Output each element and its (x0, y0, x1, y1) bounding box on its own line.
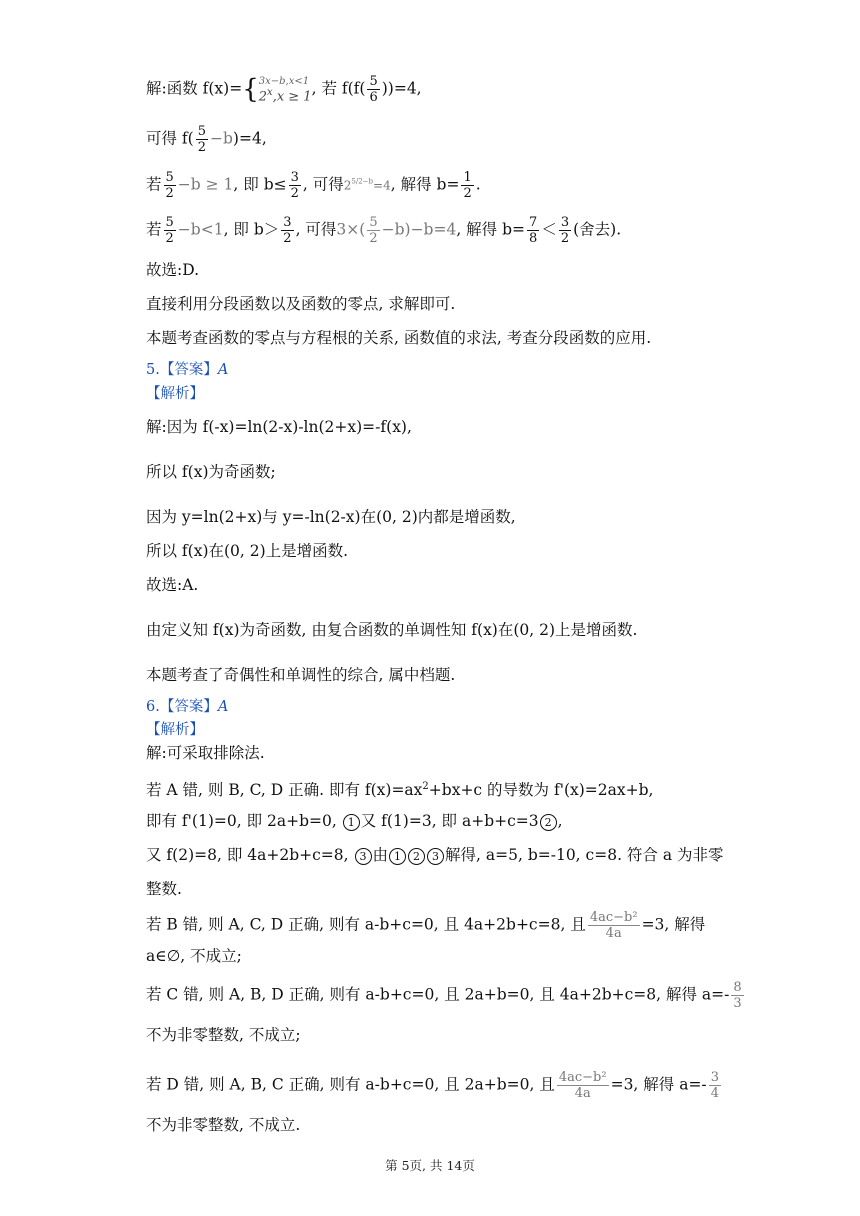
fraction: $\frac{7}{8}$ (529, 215, 538, 246)
text: 若 D 错, 则 A, B, C 正确, 则有 a-b+c=0, 且 2a+b=0, 且 (146, 1075, 555, 1094)
fraction: $\frac{5}{2}$ (165, 170, 174, 201)
text: +bx+c 的导数为 f'(x)=2ax+b, (428, 781, 654, 800)
q5-comment: 本题考查了奇偶性和单调性的综合, 属中档题. (146, 666, 456, 684)
text: 若 (146, 175, 162, 194)
text: )=4, (232, 129, 267, 148)
q5-line-1: 解:因为 f(-x)=ln(2-x)-ln(2+x)=-f(x), (146, 418, 412, 436)
fraction: $\frac{1}{2}$ (463, 170, 472, 201)
q5-analysis: 由定义知 f(x)为奇函数, 由复合函数的单调性知 f(x)在(0, 2)上是增函数. (146, 621, 638, 639)
math-gray: −b ≥ 1 (177, 175, 234, 194)
piece-exp: x (267, 87, 273, 99)
text: (舍去). (573, 220, 622, 239)
fraction: $\frac{3}{2}$ (560, 215, 570, 246)
circled-number: 3 (427, 848, 444, 865)
q6-line-9: 不为非零整数, 不成立; (146, 1026, 301, 1044)
page-footer: 第 5页, 共 14页 (385, 1158, 475, 1173)
text: , 即 b≤ (233, 175, 287, 194)
answer-value: A (217, 362, 229, 378)
text: 又 f(2)=8, 即 4a+2b+c=8, (146, 846, 354, 864)
math-gray: −b<1 (177, 220, 224, 239)
q6-line-5: 整数. (146, 880, 182, 898)
fraction: $\frac{\text{4ac−b²}}{4a}$ (589, 910, 638, 941)
text: , 若 f(f( (311, 79, 366, 98)
circled-number: 3 (355, 848, 372, 865)
q4-line-3 (146, 170, 481, 201)
text: ))=4, (381, 79, 422, 98)
fraction: $\frac{3}{2}$ (283, 215, 292, 246)
q5-line-4: 所以 f(x)在(0, 2)上是增函数. (146, 542, 349, 560)
text: . (475, 175, 481, 194)
math-gray: −b (210, 129, 233, 148)
fraction: $\frac{5}{2}$ (197, 124, 206, 155)
q6-line-6 (146, 910, 705, 941)
brace: { (242, 74, 259, 105)
q6-line-8 (146, 980, 746, 1011)
circled-number: 1 (343, 814, 360, 831)
text: 若 C 错, 则 A, B, D 正确, 则有 a-b+c=0, 且 2a+b=0, 且 4a+2b+c=8, 解得 a=- (146, 985, 730, 1004)
math-gray: −b)−b=4 (381, 220, 457, 239)
fraction: $\frac{5}{6}$ (369, 74, 378, 105)
answer-label: 5.【答案】 (146, 362, 218, 378)
q6-line-11: 不为非零整数, 不成立. (146, 1116, 301, 1134)
piece-cond: ,x ≥ 1 (272, 89, 312, 105)
text: , 可得 (302, 175, 344, 194)
q4-analysis: 直接利用分段函数以及函数的零点, 求解即可. (146, 295, 456, 313)
text: , 解得 b= (390, 175, 460, 194)
circled-number: 2 (540, 814, 557, 831)
q6-line-4 (146, 845, 724, 865)
q5-line-3: 因为 y=ln(2+x)与 y=-ln(2-x)在(0, 2)内都是增函数, (146, 508, 516, 526)
text: =3, 解得 a=- (610, 1075, 707, 1094)
q6-line-10 (146, 1070, 723, 1101)
text: 若 (146, 220, 162, 239)
superscript: 2 (422, 781, 429, 792)
q6-answer (146, 697, 228, 717)
math-gray: 3×( (336, 220, 366, 239)
text: 由 (372, 846, 389, 864)
q4-line-1 (146, 74, 422, 105)
piece-bot: 2 (258, 89, 268, 105)
text: , 可得 (295, 220, 337, 239)
q4-line-4 (146, 215, 621, 246)
answer-value: A (217, 699, 229, 715)
text: 可得 f( (146, 129, 194, 148)
text: 解得, a=5, b=-10, c=8. 符合 a 为非零 (445, 846, 724, 864)
text: 若 B 错, 则 A, C, D 正确, 则有 a-b+c=0, 且 4a+2b+c=8, 且 (146, 915, 586, 934)
text: 即有 f'(1)=0, 即 2a+b=0, (146, 812, 342, 830)
fraction: $\frac{8}{3}$ (733, 980, 742, 1011)
q6-jiexi-label: 【解析】 (146, 722, 204, 738)
fraction: $\frac{3}{4}$ (710, 1070, 719, 1101)
piecewise-def (258, 76, 312, 105)
fraction: $\frac{5}{2}$ (369, 215, 378, 246)
math-gray: =4 (373, 178, 391, 193)
answer-label: 6.【答案】 (146, 699, 218, 715)
q5-line-2: 所以 f(x)为奇函数; (146, 463, 276, 481)
q6-line-2 (146, 777, 653, 800)
q6-line-7: a∈∅, 不成立; (146, 947, 242, 965)
piece-top: 3x−b,x<1 (258, 76, 310, 88)
q6-line-1: 解:可采取排除法. (146, 744, 265, 762)
q4-line-2 (146, 124, 267, 155)
q4-comment: 本题考查函数的零点与方程根的关系, 函数值的求法, 考查分段函数的应用. (146, 329, 652, 347)
circled-number: 2 (408, 848, 425, 865)
q5-conclusion: 故选:A. (146, 576, 199, 594)
text: , 即 b＞ (223, 220, 280, 239)
fraction: $\frac{5}{2}$ (165, 215, 174, 246)
fraction: $\frac{3}{2}$ (290, 170, 299, 201)
circled-number: 1 (389, 848, 406, 865)
text: , 解得 b= (456, 220, 526, 239)
q5-jiexi-label: 【解析】 (146, 386, 204, 402)
math-gray: 5/2−b (351, 177, 374, 186)
q5-answer (146, 360, 228, 380)
text: , (557, 812, 563, 830)
text: 解:函数 f(x)= (146, 79, 243, 98)
q6-line-3 (146, 811, 563, 831)
fraction: $\frac{\text{4ac−b²}}{4a}$ (558, 1070, 607, 1101)
q4-conclusion: 故选:D. (146, 261, 200, 279)
text: =3, 解得 (641, 915, 706, 934)
text: 若 A 错, 则 B, C, D 正确. 即有 f(x)=ax (146, 781, 423, 800)
text: ＜ (541, 220, 557, 239)
math-gray: 2 (343, 178, 352, 193)
text: 又 f(1)=3, 即 a+b+c=3 (360, 812, 539, 830)
